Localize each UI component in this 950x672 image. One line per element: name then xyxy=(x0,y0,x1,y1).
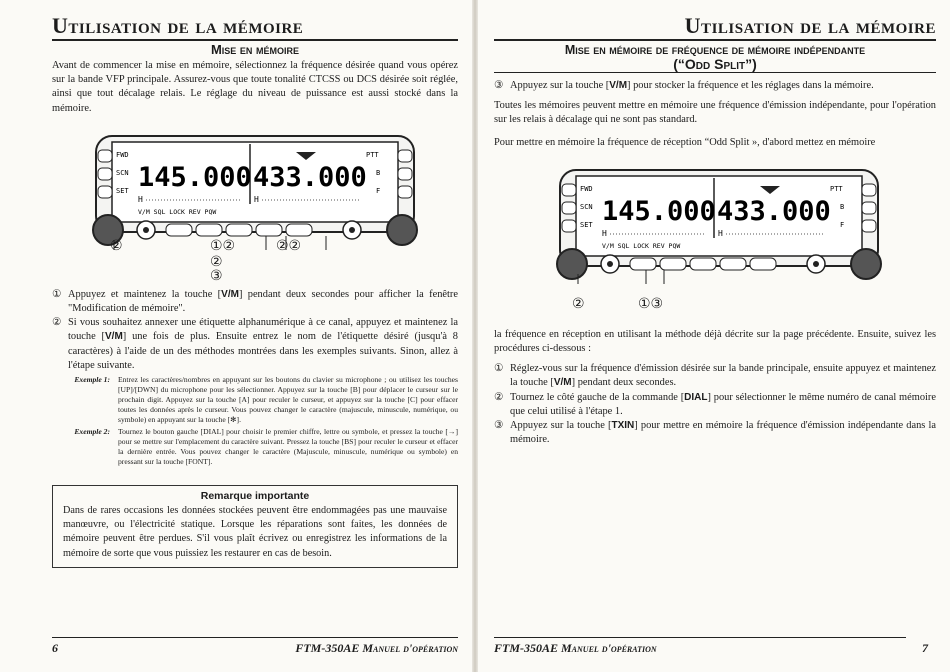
svg-text:B: B xyxy=(840,202,845,211)
callout-extra-2: ② xyxy=(210,253,223,270)
radio-panel-illustration xyxy=(554,164,884,284)
svg-text:FWD: FWD xyxy=(116,150,129,159)
right-intro: ③ Appuyez sur la touche [V/M] pour stocker la fréquence et les réglages dans la mémoire. Toutes les mémoires peuvent mettre en mémoire une fréquence d'émission indépendante, pour l'opération sur les relais à décalage qui ne sont pas standard. Pour mettre en mémoire la fréquence de réception “Odd Split », d'abord mettez en mémoire xyxy=(494,80,936,148)
step-s2: ② Tournez le côté gauche de la commande [DIAL] pour sélectionner le même numéro de canal mémoire que celui utilisé à l'étape 1. xyxy=(494,391,936,417)
page-title: Utilisation de la mémoire xyxy=(52,13,304,38)
svg-text:F: F xyxy=(376,186,381,195)
svg-text:V/M SQL LOCK REV PQW: V/M SQL LOCK REV PQW xyxy=(602,241,681,250)
right-dial xyxy=(387,215,417,245)
title-rule xyxy=(494,39,936,41)
sub-frequency: 433.000 xyxy=(253,161,367,193)
intro-text: Avant de commencer la mise en mémoire, sélectionnez la fréquence désirée quand vous opérez sur la bande VFP principale. Assurez-vous que toute tonalité CTCSS ou DCS désirée soit réglée, ainsi que tout décalage relais. Le réglage du niveau de puissance est aussi stocké dans la mémoire. xyxy=(52,60,458,114)
svg-text:H: H xyxy=(254,194,259,204)
page-title: Utilisation de la mémoire xyxy=(684,13,936,38)
section-subtitle-2: (“Odd Split”) xyxy=(494,57,936,73)
set-key xyxy=(98,186,112,198)
important-note-box: Remarque importante Dans de rares occasions les données stockées peuvent être endommagées pas une mauvaise manœuvre, ou l'électricité statique. Lorsque les réparations sont faites, les données de mémoire peuvent être perdues. S'il vous plaît écrivez ou enregistrez les informations de la mémoire de sorte que vous puissiez les restaurer en cas de besoin. xyxy=(52,485,458,568)
callout-vm: ①② xyxy=(210,237,236,254)
footer-title: FTM-350AE Manuel d'opération xyxy=(295,641,458,655)
title-rule xyxy=(52,39,458,41)
svg-text:FWD: FWD xyxy=(580,184,593,193)
step-s3: ③ Appuyez sur la touche [TXIN] pour mettre en mémoire la fréquence d'émission indépendante dans la mémoire. xyxy=(494,420,936,446)
steps-list xyxy=(52,288,458,467)
main-frequency: 145.000 xyxy=(138,161,252,193)
sub-frequency: 433.000 xyxy=(717,195,831,227)
svg-text:H: H xyxy=(602,228,607,238)
page-number: 7 xyxy=(922,641,928,655)
svg-text:B: B xyxy=(376,168,381,177)
example-1: Exemple 1: Entrez les caractères/nombres en appuyant sur les boutons du clavier su microphone ; ou utilisez les touches [UP]/[DWN] du microphone pour les sélectionner. Appuyez sur la touche [B] pour déplacer le curseur sur le prochain digit. Appuyez sur la touche [A] pour reculer le curseur, et appuyez sur la touche [C] pour effacer toutes les données après le curseur. Vous pouvez changer le caractère (majuscule, minuscule, numérique, ou symbole) en appuyant sur la touche [✻]. xyxy=(74,375,458,425)
radio-display-figure xyxy=(494,154,936,314)
svg-text:SET: SET xyxy=(580,220,593,229)
section-subtitle: Mise en mémoire xyxy=(210,42,300,57)
callout-dial: ② xyxy=(110,237,123,254)
radio-panel-illustration xyxy=(90,130,420,250)
step-1: ① Appuyez et maintenez la touche [V/M] pendant deux secondes pour afficher la fenêtre "Modification de mémoire". xyxy=(52,288,458,315)
svg-text:SET: SET xyxy=(116,186,129,195)
left-page xyxy=(0,0,474,672)
right-procedure: la fréquence en réception en utilisant la méthode déjà décrite sur la page précédente. Ensuite, suivez les procédures ci-dessous : ① Réglez-vous sur la fréquence d'émission désirée sur la bande principale, ensuite appuyez et maintenez la touche [V/M] pendant deux secondes. ② Tournez le côté gauche de la commande [DIAL] pour sélectionner le même numéro de canal mémoire que celui utilisé à l'étape 1. ③ Appuyez sur la touche [TXIN] pour mettre en mémoire la fréquence d'émission indépendante dans la mémoire. xyxy=(494,328,936,448)
section-subtitle: Mise en mémoire de fréquence de mémoire indépendante xyxy=(564,43,866,57)
fwd-key xyxy=(98,150,112,162)
svg-text:H: H xyxy=(138,194,143,204)
callout-keys: ②② xyxy=(276,237,302,254)
svg-text:SCN: SCN xyxy=(580,202,593,211)
radio-display-figure xyxy=(52,122,458,282)
example-2: Exemple 2: Tournez le bouton gauche [DIAL] pour choisir le premier chiffre, lettre ou symbole, et pressez la touche [→] pour se mettre sur l'emplacement du caractère suivant. Pressez la touche [BS] pour reculer le curseur et effacer la dernière entrée. Vous pouvez changer le caractère (Majuscule, minuscule, numérique ou symbole) en pressant sur la touche [FONT]. xyxy=(74,427,458,467)
footer-title: FTM-350AE Manuel d'opération xyxy=(494,641,657,655)
callout-extra-3: ③ xyxy=(210,267,223,284)
scn-key xyxy=(98,168,112,180)
callout-dial: ② xyxy=(572,295,585,312)
svg-text:V/M SQL LOCK REV PQW: V/M SQL LOCK REV PQW xyxy=(138,207,217,216)
svg-text:H: H xyxy=(718,228,723,238)
page-number: 6 xyxy=(52,641,58,655)
step-s1: ① Réglez-vous sur la fréquence d'émission désirée sur la bande principale, ensuite appuyez et maintenez la touche [V/M] pendant deux secondes. xyxy=(494,363,936,389)
svg-text:SCN: SCN xyxy=(116,168,129,177)
step-2: ② Si vous souhaitez annexer une étiquette alphanumérique à ce canal, appuyez et maintenez la touche [V/M] une fois de plus. Ensuite entrez le nom de l'étiquette désiré (jusqu'à 8 caractères) à l'aide de un des méthodes montrées dans les exemples suivants. Sinon, allez à l'étape suivante. xyxy=(52,317,458,371)
svg-text:PTT: PTT xyxy=(830,184,843,193)
right-page xyxy=(476,0,950,672)
callout-vm-txin: ①③ xyxy=(638,295,664,312)
step-3: ③ Appuyez sur la touche [V/M] pour stocker la fréquence et les réglages dans la mémoire. xyxy=(494,80,874,91)
svg-text:PTT: PTT xyxy=(366,150,379,159)
svg-text:F: F xyxy=(840,220,845,229)
main-frequency: 145.000 xyxy=(602,195,716,227)
